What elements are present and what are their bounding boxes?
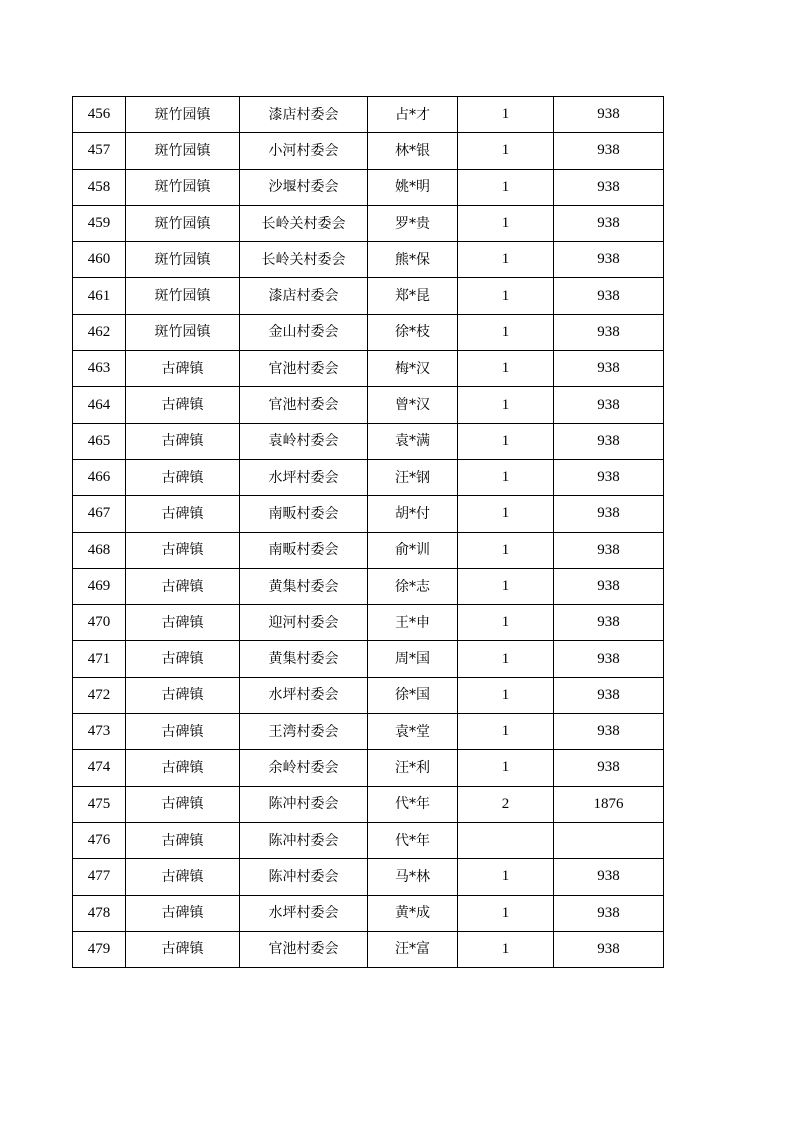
- count-cell: 1: [458, 859, 554, 895]
- row-number-cell: 473: [73, 714, 126, 750]
- count-cell: 1: [458, 459, 554, 495]
- person-name-cell: 袁*堂: [368, 714, 458, 750]
- count-cell: 1: [458, 568, 554, 604]
- town-cell: 斑竹园镇: [126, 278, 240, 314]
- village-committee-cell: 官池村委会: [240, 387, 368, 423]
- village-committee-cell: 南畈村委会: [240, 496, 368, 532]
- person-name-cell: 徐*枝: [368, 314, 458, 350]
- table-row: [73, 931, 664, 967]
- village-committee-cell: 金山村委会: [240, 314, 368, 350]
- person-name-cell: 熊*保: [368, 242, 458, 278]
- count-cell: 1: [458, 931, 554, 967]
- table-row: [73, 459, 664, 495]
- count-cell: 1: [458, 496, 554, 532]
- village-committee-cell: 长岭关村委会: [240, 242, 368, 278]
- town-cell: 古碑镇: [126, 641, 240, 677]
- row-number-cell: 467: [73, 496, 126, 532]
- amount-cell: 938: [554, 677, 664, 713]
- village-committee-cell: 水坪村委会: [240, 459, 368, 495]
- amount-cell: 938: [554, 641, 664, 677]
- town-cell: 古碑镇: [126, 423, 240, 459]
- count-cell: 1: [458, 278, 554, 314]
- row-number-cell: 457: [73, 133, 126, 169]
- row-number-cell: 460: [73, 242, 126, 278]
- row-number-cell: 464: [73, 387, 126, 423]
- count-cell: 2: [458, 786, 554, 822]
- person-name-cell: 马*林: [368, 859, 458, 895]
- row-number-cell: 479: [73, 931, 126, 967]
- town-cell: 古碑镇: [126, 714, 240, 750]
- amount-cell: 938: [554, 895, 664, 931]
- town-cell: 古碑镇: [126, 605, 240, 641]
- table-row: [73, 895, 664, 931]
- row-number-cell: 462: [73, 314, 126, 350]
- table-row: [73, 786, 664, 822]
- town-cell: 古碑镇: [126, 496, 240, 532]
- village-committee-cell: 水坪村委会: [240, 895, 368, 931]
- count-cell: 1: [458, 242, 554, 278]
- table-row: [73, 859, 664, 895]
- person-name-cell: 汪*利: [368, 750, 458, 786]
- amount-cell: 938: [554, 459, 664, 495]
- town-cell: 古碑镇: [126, 387, 240, 423]
- amount-cell: 1876: [554, 786, 664, 822]
- person-name-cell: 梅*汉: [368, 351, 458, 387]
- town-cell: 古碑镇: [126, 895, 240, 931]
- table-row: [73, 242, 664, 278]
- table-row: [73, 714, 664, 750]
- row-number-cell: 471: [73, 641, 126, 677]
- count-cell: 1: [458, 351, 554, 387]
- roster-table-body: [73, 97, 664, 968]
- amount-cell: 938: [554, 859, 664, 895]
- amount-cell: 938: [554, 387, 664, 423]
- amount-cell: 938: [554, 496, 664, 532]
- amount-cell: 938: [554, 97, 664, 133]
- row-number-cell: 472: [73, 677, 126, 713]
- town-cell: 斑竹园镇: [126, 169, 240, 205]
- amount-cell: 938: [554, 931, 664, 967]
- town-cell: 斑竹园镇: [126, 205, 240, 241]
- town-cell: 古碑镇: [126, 931, 240, 967]
- person-name-cell: 徐*志: [368, 568, 458, 604]
- person-name-cell: 姚*明: [368, 169, 458, 205]
- village-committee-cell: 小河村委会: [240, 133, 368, 169]
- table-row: [73, 97, 664, 133]
- table-row: [73, 568, 664, 604]
- row-number-cell: 475: [73, 786, 126, 822]
- amount-cell: [554, 822, 664, 858]
- row-number-cell: 458: [73, 169, 126, 205]
- village-committee-cell: 迎河村委会: [240, 605, 368, 641]
- village-committee-cell: 黄集村委会: [240, 568, 368, 604]
- count-cell: 1: [458, 677, 554, 713]
- count-cell: [458, 822, 554, 858]
- town-cell: 古碑镇: [126, 786, 240, 822]
- table-row: [73, 641, 664, 677]
- table-row: [73, 822, 664, 858]
- row-number-cell: 478: [73, 895, 126, 931]
- town-cell: 斑竹园镇: [126, 133, 240, 169]
- town-cell: 古碑镇: [126, 532, 240, 568]
- count-cell: 1: [458, 714, 554, 750]
- person-name-cell: 胡*付: [368, 496, 458, 532]
- count-cell: 1: [458, 423, 554, 459]
- count-cell: 1: [458, 605, 554, 641]
- town-cell: 古碑镇: [126, 822, 240, 858]
- amount-cell: 938: [554, 133, 664, 169]
- town-cell: 古碑镇: [126, 459, 240, 495]
- town-cell: 斑竹园镇: [126, 314, 240, 350]
- row-number-cell: 476: [73, 822, 126, 858]
- count-cell: 1: [458, 750, 554, 786]
- village-committee-cell: 官池村委会: [240, 931, 368, 967]
- count-cell: 1: [458, 387, 554, 423]
- amount-cell: 938: [554, 423, 664, 459]
- amount-cell: 938: [554, 278, 664, 314]
- village-committee-cell: 沙堰村委会: [240, 169, 368, 205]
- town-cell: 古碑镇: [126, 677, 240, 713]
- person-name-cell: 曾*汉: [368, 387, 458, 423]
- village-committee-cell: 陈冲村委会: [240, 786, 368, 822]
- roster-table: [72, 96, 664, 968]
- person-name-cell: 周*国: [368, 641, 458, 677]
- table-row: [73, 205, 664, 241]
- amount-cell: 938: [554, 605, 664, 641]
- row-number-cell: 463: [73, 351, 126, 387]
- town-cell: 斑竹园镇: [126, 242, 240, 278]
- village-committee-cell: 漆店村委会: [240, 278, 368, 314]
- person-name-cell: 俞*训: [368, 532, 458, 568]
- person-name-cell: 郑*昆: [368, 278, 458, 314]
- person-name-cell: 林*银: [368, 133, 458, 169]
- amount-cell: 938: [554, 314, 664, 350]
- table-row: [73, 423, 664, 459]
- row-number-cell: 470: [73, 605, 126, 641]
- village-committee-cell: 余岭村委会: [240, 750, 368, 786]
- village-committee-cell: 陈冲村委会: [240, 859, 368, 895]
- row-number-cell: 474: [73, 750, 126, 786]
- village-committee-cell: 袁岭村委会: [240, 423, 368, 459]
- count-cell: 1: [458, 169, 554, 205]
- town-cell: 斑竹园镇: [126, 97, 240, 133]
- village-committee-cell: 水坪村委会: [240, 677, 368, 713]
- row-number-cell: 469: [73, 568, 126, 604]
- person-name-cell: 代*年: [368, 786, 458, 822]
- amount-cell: 938: [554, 242, 664, 278]
- amount-cell: 938: [554, 532, 664, 568]
- table-row: [73, 605, 664, 641]
- amount-cell: 938: [554, 169, 664, 205]
- town-cell: 古碑镇: [126, 859, 240, 895]
- person-name-cell: 汪*富: [368, 931, 458, 967]
- village-committee-cell: 陈冲村委会: [240, 822, 368, 858]
- person-name-cell: 黄*成: [368, 895, 458, 931]
- table-row: [73, 532, 664, 568]
- amount-cell: 938: [554, 750, 664, 786]
- town-cell: 古碑镇: [126, 750, 240, 786]
- row-number-cell: 466: [73, 459, 126, 495]
- table-row: [73, 351, 664, 387]
- table-row: [73, 314, 664, 350]
- table-row: [73, 750, 664, 786]
- table-row: [73, 677, 664, 713]
- row-number-cell: 459: [73, 205, 126, 241]
- table-row: [73, 387, 664, 423]
- row-number-cell: 465: [73, 423, 126, 459]
- person-name-cell: 袁*满: [368, 423, 458, 459]
- village-committee-cell: 黄集村委会: [240, 641, 368, 677]
- count-cell: 1: [458, 641, 554, 677]
- count-cell: 1: [458, 133, 554, 169]
- village-committee-cell: 长岭关村委会: [240, 205, 368, 241]
- row-number-cell: 456: [73, 97, 126, 133]
- count-cell: 1: [458, 895, 554, 931]
- amount-cell: 938: [554, 568, 664, 604]
- amount-cell: 938: [554, 351, 664, 387]
- person-name-cell: 徐*国: [368, 677, 458, 713]
- row-number-cell: 477: [73, 859, 126, 895]
- person-name-cell: 王*申: [368, 605, 458, 641]
- village-committee-cell: 官池村委会: [240, 351, 368, 387]
- count-cell: 1: [458, 314, 554, 350]
- table-row: [73, 169, 664, 205]
- table-row: [73, 278, 664, 314]
- person-name-cell: 罗*贵: [368, 205, 458, 241]
- amount-cell: 938: [554, 205, 664, 241]
- table-row: [73, 496, 664, 532]
- village-committee-cell: 漆店村委会: [240, 97, 368, 133]
- person-name-cell: 代*年: [368, 822, 458, 858]
- village-committee-cell: 王湾村委会: [240, 714, 368, 750]
- town-cell: 古碑镇: [126, 568, 240, 604]
- count-cell: 1: [458, 97, 554, 133]
- row-number-cell: 468: [73, 532, 126, 568]
- table-row: [73, 133, 664, 169]
- row-number-cell: 461: [73, 278, 126, 314]
- town-cell: 古碑镇: [126, 351, 240, 387]
- count-cell: 1: [458, 532, 554, 568]
- person-name-cell: 汪*钢: [368, 459, 458, 495]
- village-committee-cell: 南畈村委会: [240, 532, 368, 568]
- person-name-cell: 占*才: [368, 97, 458, 133]
- amount-cell: 938: [554, 714, 664, 750]
- count-cell: 1: [458, 205, 554, 241]
